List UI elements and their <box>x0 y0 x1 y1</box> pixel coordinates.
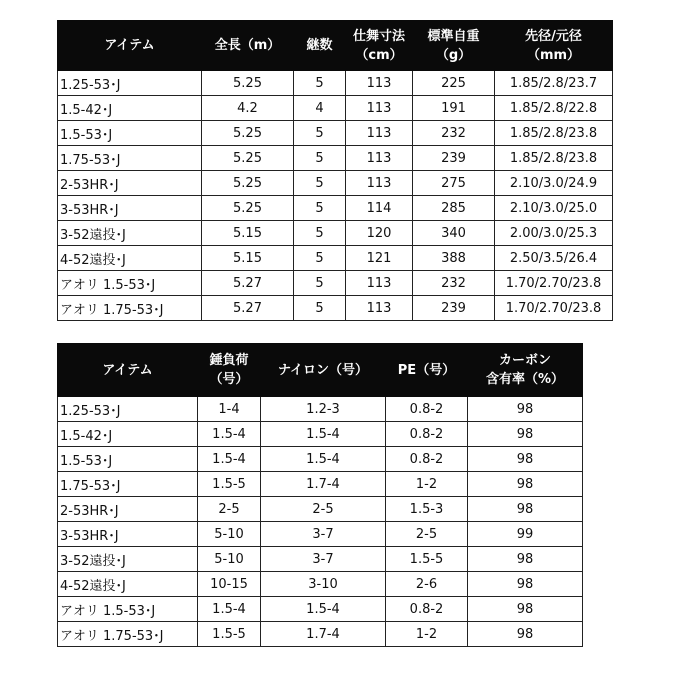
nylon-cell: 1.7-4 <box>261 472 386 497</box>
sections-cell: 5 <box>294 196 346 221</box>
carbon-cell: 99 <box>468 522 583 547</box>
table-row <box>58 271 613 296</box>
pe-cell: 0.8-2 <box>386 397 468 422</box>
rod-spec-table <box>57 20 613 321</box>
sinker-load-cell: 1-4 <box>198 397 261 422</box>
diameter-cell: 2.10/3.0/24.9 <box>495 171 613 196</box>
sections-cell: 5 <box>294 171 346 196</box>
pe-cell: 2-5 <box>386 522 468 547</box>
weight-cell: 388 <box>413 246 495 271</box>
closed-length-cell: 113 <box>346 296 413 321</box>
header-weight: 標準自重 （g） <box>413 21 495 71</box>
sinker-load-cell: 1.5-4 <box>198 422 261 447</box>
pe-cell: 0.8-2 <box>386 422 468 447</box>
item-cell: 1.75-53･J <box>58 472 198 497</box>
nylon-cell: 1.2-3 <box>261 397 386 422</box>
line-spec-table <box>57 343 583 647</box>
closed-length-cell: 120 <box>346 221 413 246</box>
closed-length-cell: 121 <box>346 246 413 271</box>
header-pe: PE（号） <box>386 344 468 397</box>
weight-cell: 239 <box>413 146 495 171</box>
sections-cell: 5 <box>294 221 346 246</box>
weight-cell: 239 <box>413 296 495 321</box>
closed-length-cell: 113 <box>346 121 413 146</box>
sinker-load-cell: 5-10 <box>198 547 261 572</box>
nylon-cell: 3-7 <box>261 522 386 547</box>
table-row <box>58 96 613 121</box>
sinker-load-cell: 1.5-4 <box>198 447 261 472</box>
item-cell: 1.5-53･J <box>58 447 198 472</box>
table-row <box>58 121 613 146</box>
header-nylon: ナイロン（号） <box>261 344 386 397</box>
item-cell: 3-52遠投･J <box>58 547 198 572</box>
item-cell: 1.5-42･J <box>58 422 198 447</box>
item-cell: 2-53HR･J <box>58 171 202 196</box>
carbon-cell: 98 <box>468 597 583 622</box>
item-cell: アオリ 1.5-53･J <box>58 597 198 622</box>
item-cell: 3-53HR･J <box>58 196 202 221</box>
nylon-cell: 1.5-4 <box>261 447 386 472</box>
header-length: 全長（m） <box>202 21 294 71</box>
closed-length-cell: 113 <box>346 171 413 196</box>
item-cell: 4-52遠投･J <box>58 572 198 597</box>
carbon-cell: 98 <box>468 572 583 597</box>
diameter-cell: 2.10/3.0/25.0 <box>495 196 613 221</box>
sinker-load-cell: 1.5-5 <box>198 622 261 647</box>
sections-cell: 5 <box>294 121 346 146</box>
table-row <box>58 447 583 472</box>
pe-cell: 0.8-2 <box>386 597 468 622</box>
carbon-cell: 98 <box>468 547 583 572</box>
item-cell: 1.25-53･J <box>58 71 202 96</box>
item-cell: 1.5-53･J <box>58 121 202 146</box>
length-cell: 4.2 <box>202 96 294 121</box>
header-carbon: カーボン 含有率（%） <box>468 344 583 397</box>
item-cell: 1.5-42･J <box>58 96 202 121</box>
diameter-cell: 1.85/2.8/23.8 <box>495 121 613 146</box>
sinker-load-cell: 5-10 <box>198 522 261 547</box>
table-row <box>58 497 583 522</box>
item-cell: アオリ 1.75-53･J <box>58 622 198 647</box>
nylon-cell: 1.5-4 <box>261 597 386 622</box>
weight-cell: 232 <box>413 271 495 296</box>
sinker-load-cell: 2-5 <box>198 497 261 522</box>
header-diameter: 先径/元径 （mm） <box>495 21 613 71</box>
table-row <box>58 472 583 497</box>
header-sections: 継数 <box>294 21 346 71</box>
sections-cell: 5 <box>294 146 346 171</box>
weight-cell: 191 <box>413 96 495 121</box>
item-cell: 4-52遠投･J <box>58 246 202 271</box>
sinker-load-cell: 1.5-4 <box>198 597 261 622</box>
sections-cell: 4 <box>294 96 346 121</box>
sections-cell: 5 <box>294 246 346 271</box>
carbon-cell: 98 <box>468 422 583 447</box>
table-row <box>58 171 613 196</box>
pe-cell: 1-2 <box>386 622 468 647</box>
weight-cell: 340 <box>413 221 495 246</box>
weight-cell: 285 <box>413 196 495 221</box>
item-cell: 3-53HR･J <box>58 522 198 547</box>
length-cell: 5.15 <box>202 221 294 246</box>
pe-cell: 1.5-5 <box>386 547 468 572</box>
sections-cell: 5 <box>294 296 346 321</box>
item-cell: アオリ 1.75-53･J <box>58 296 202 321</box>
diameter-cell: 1.85/2.8/22.8 <box>495 96 613 121</box>
pe-cell: 1.5-3 <box>386 497 468 522</box>
closed-length-cell: 113 <box>346 96 413 121</box>
closed-length-cell: 113 <box>346 271 413 296</box>
pe-cell: 2-6 <box>386 572 468 597</box>
diameter-cell: 2.50/3.5/26.4 <box>495 246 613 271</box>
nylon-cell: 3-10 <box>261 572 386 597</box>
item-cell: アオリ 1.5-53･J <box>58 271 202 296</box>
nylon-cell: 3-7 <box>261 547 386 572</box>
diameter-cell: 1.70/2.70/23.8 <box>495 271 613 296</box>
length-cell: 5.27 <box>202 271 294 296</box>
sections-cell: 5 <box>294 271 346 296</box>
table-row <box>58 246 613 271</box>
table-header-row <box>58 344 583 397</box>
header-item: アイテム <box>58 21 202 71</box>
table-row <box>58 422 583 447</box>
table-row <box>58 296 613 321</box>
diameter-cell: 1.70/2.70/23.8 <box>495 296 613 321</box>
length-cell: 5.15 <box>202 246 294 271</box>
closed-length-cell: 113 <box>346 146 413 171</box>
length-cell: 5.25 <box>202 121 294 146</box>
header-item: アイテム <box>58 344 198 397</box>
sections-cell: 5 <box>294 71 346 96</box>
nylon-cell: 2-5 <box>261 497 386 522</box>
carbon-cell: 98 <box>468 397 583 422</box>
length-cell: 5.25 <box>202 196 294 221</box>
item-cell: 3-52遠投･J <box>58 221 202 246</box>
carbon-cell: 98 <box>468 447 583 472</box>
table-row <box>58 522 583 547</box>
item-cell: 1.75-53･J <box>58 146 202 171</box>
table-header-row <box>58 21 613 71</box>
table-row <box>58 397 583 422</box>
table-row <box>58 597 583 622</box>
table-row <box>58 196 613 221</box>
pe-cell: 0.8-2 <box>386 447 468 472</box>
table-row <box>58 572 583 597</box>
weight-cell: 275 <box>413 171 495 196</box>
sinker-load-cell: 1.5-5 <box>198 472 261 497</box>
diameter-cell: 1.85/2.8/23.7 <box>495 71 613 96</box>
length-cell: 5.25 <box>202 71 294 96</box>
nylon-cell: 1.5-4 <box>261 422 386 447</box>
sinker-load-cell: 10-15 <box>198 572 261 597</box>
closed-length-cell: 113 <box>346 71 413 96</box>
diameter-cell: 2.00/3.0/25.3 <box>495 221 613 246</box>
header-sinker-load: 錘負荷 （号） <box>198 344 261 397</box>
carbon-cell: 98 <box>468 472 583 497</box>
table-row <box>58 146 613 171</box>
length-cell: 5.25 <box>202 171 294 196</box>
table-row <box>58 547 583 572</box>
weight-cell: 225 <box>413 71 495 96</box>
table-row <box>58 622 583 647</box>
header-closed-length: 仕舞寸法 （cm） <box>346 21 413 71</box>
closed-length-cell: 114 <box>346 196 413 221</box>
nylon-cell: 1.7-4 <box>261 622 386 647</box>
length-cell: 5.27 <box>202 296 294 321</box>
length-cell: 5.25 <box>202 146 294 171</box>
item-cell: 1.25-53･J <box>58 397 198 422</box>
diameter-cell: 1.85/2.8/23.8 <box>495 146 613 171</box>
weight-cell: 232 <box>413 121 495 146</box>
carbon-cell: 98 <box>468 622 583 647</box>
item-cell: 2-53HR･J <box>58 497 198 522</box>
table-row <box>58 221 613 246</box>
pe-cell: 1-2 <box>386 472 468 497</box>
table-row <box>58 71 613 96</box>
carbon-cell: 98 <box>468 497 583 522</box>
